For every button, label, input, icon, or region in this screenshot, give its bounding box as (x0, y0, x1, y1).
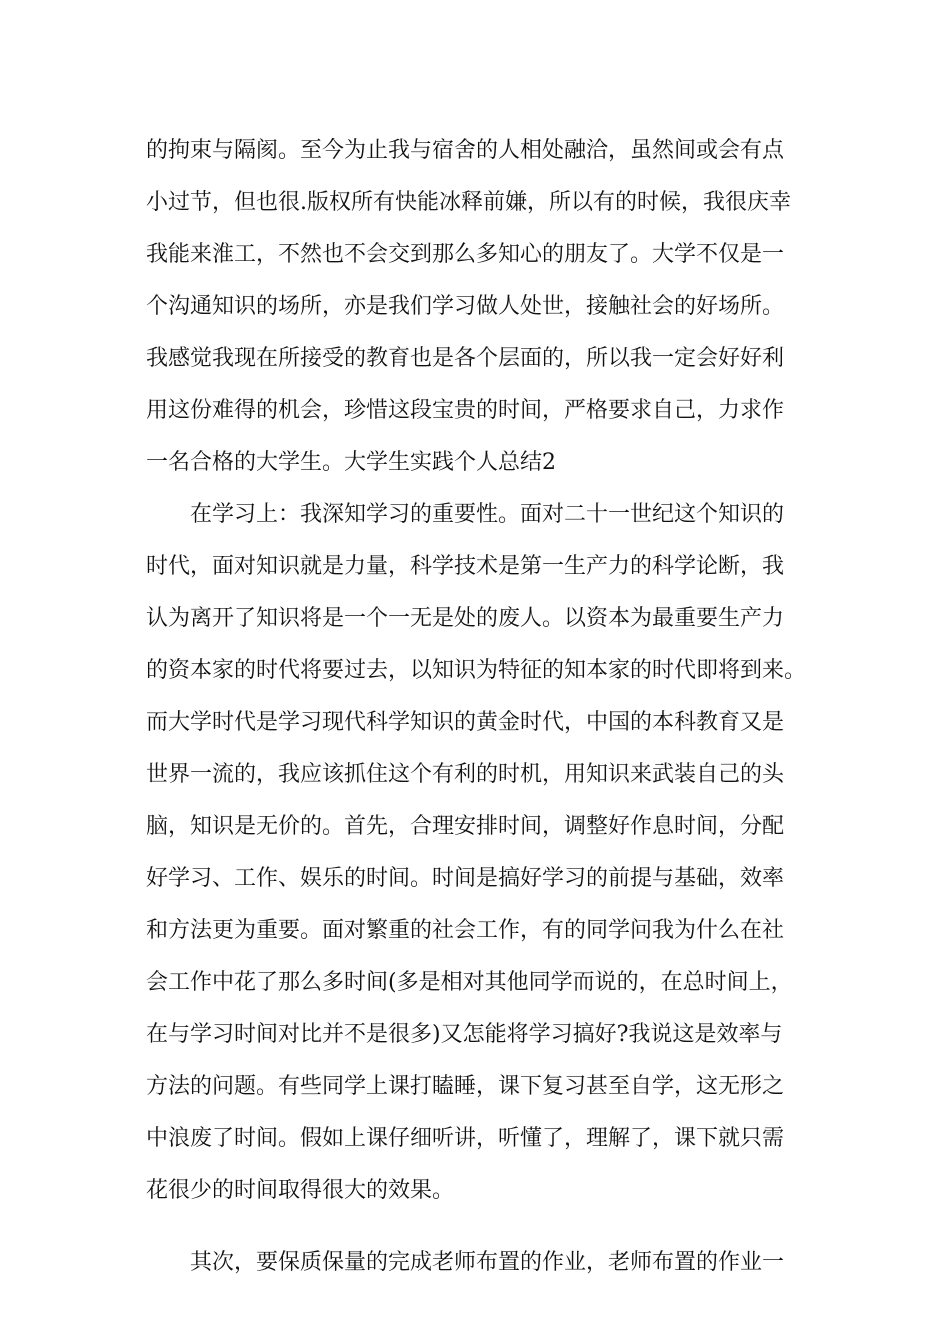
text-line: 小过节，但也很.版权所有快能冰释前嫌，所以有的时候，我很庆幸 (146, 190, 791, 215)
text-line: 用这份难得的机会，珍惜这段宝贵的时间，严格要求自己，力求作 (146, 398, 785, 423)
paragraph-first-line: 在学习上：我深知学习的重要性。面对二十一世纪这个知识的 (190, 502, 785, 527)
text-line: 中浪废了时间。假如上课仔细听讲，听懂了，理解了，课下就只需 (146, 1126, 785, 1151)
text-line: 我感觉我现在所接受的教育也是各个层面的，所以我一定会好好利 (146, 346, 785, 371)
text-line: 世界一流的，我应该抓住这个有利的时机，用知识来武装自己的头 (146, 762, 785, 787)
text-line: 方法的问题。有些同学上课打瞌睡，课下复习甚至自学，这无形之 (146, 1074, 785, 1099)
paragraph-spacer (146, 1221, 826, 1241)
text-line: 好学习、工作、娱乐的时间。时间是搞好学习的前提与基础，效率 (146, 866, 785, 891)
text-line: 会工作中花了那么多时间(多是相对其他同学而说的，在总时间上， (146, 970, 793, 995)
text-line: 而大学时代是学习现代科学知识的黄金时代，中国的本科教育又是 (146, 710, 785, 735)
text-line: 花很少的时间取得很大的效果。 (146, 1178, 455, 1203)
text-line: 和方法更为重要。面对繁重的社会工作，有的同学问我为什么在社 (146, 918, 785, 943)
text-line: 的拘束与隔阂。至今为止我与宿舍的人相处融洽，虽然间或会有点 (146, 138, 785, 163)
document-body (146, 129, 826, 1293)
text-line: 个沟通知识的场所，亦是我们学习做人处世，接触社会的好场所。 (146, 294, 785, 319)
text-line: 一名合格的大学生。大学生实践个人总结2 (146, 450, 556, 475)
text-line: 在与学习时间对比并不是很多)又怎能将学习搞好?我说这是效率与 (146, 1022, 783, 1047)
text-line: 脑，知识是无价的。首先，合理安排时间，调整好作息时间，分配 (146, 814, 785, 839)
text-line: 的资本家的时代将要过去，以知识为特征的知本家的时代即将到来。 (146, 658, 807, 683)
text-line: 时代，面对知识就是力量，科学技术是第一生产力的科学论断，我 (146, 554, 785, 579)
text-line: 我能来淮工，不然也不会交到那么多知心的朋友了。大学不仅是一 (146, 242, 785, 267)
paragraph-first-line: 其次，要保质保量的完成老师布置的作业，老师布置的作业一 (190, 1250, 785, 1275)
text-line: 认为离开了知识将是一个一无是处的废人。以资本为最重要生产力 (146, 606, 785, 631)
